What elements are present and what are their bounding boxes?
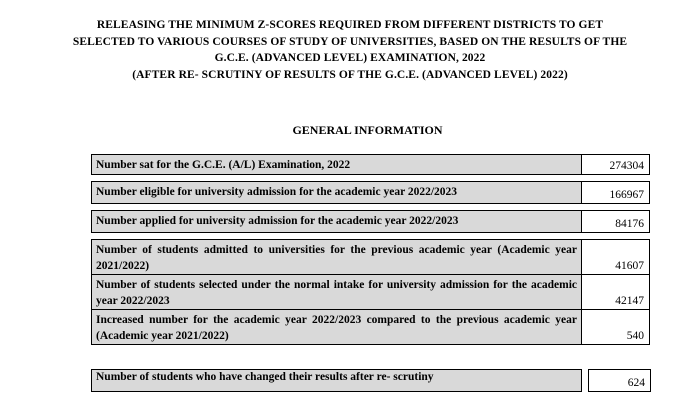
row-label: Number applied for university admission for the academic year 2022/2023: [92, 211, 582, 233]
row-label: Number of students admitted to universities for the previous academic year (Academic year 2021/2022): [92, 240, 582, 275]
rescrutiny-value: 624: [589, 370, 651, 392]
row-value: 42147: [582, 275, 650, 310]
general-information-table: [91, 154, 650, 345]
table-row: [92, 240, 650, 275]
row-value: 166967: [582, 182, 650, 204]
heading-line-3: G.C.E. (ADVANCED LEVEL) EXAMINATION, 2022: [214, 52, 486, 64]
table-row: [92, 310, 650, 345]
section-title: GENERAL INFORMATION: [292, 123, 443, 137]
table-row: [92, 211, 650, 233]
row-label: Increased number for the academic year 2022/2023 compared to the previous academic year (Academic year 2021/2022): [92, 310, 582, 345]
rescrutiny-table: [91, 369, 651, 392]
table-row: [92, 370, 651, 392]
row-label: Number of students selected under the normal intake for university admission for the academic year 2022/2023: [92, 275, 582, 310]
row-label: Number eligible for university admission for the academic year 2022/2023: [92, 182, 582, 204]
row-value: 540: [582, 310, 650, 345]
table-row: [92, 155, 650, 175]
row-value: 84176: [582, 211, 650, 233]
row-value: 274304: [582, 155, 650, 175]
row-label: Number sat for the G.C.E. (A/L) Examination, 2022: [92, 155, 582, 175]
rescrutiny-label: Number of students who have changed their results after re- scrutiny: [92, 370, 582, 392]
heading-line-4: (AFTER RE- SCRUTINY OF RESULTS OF THE G.C.E. (ADVANCED LEVEL) 2022): [132, 68, 568, 81]
row-value: 41607: [582, 240, 650, 275]
table-row: [92, 275, 650, 310]
document-heading: [60, 17, 640, 83]
heading-line-1: RELEASING THE MINIMUM Z-SCORES REQUIRED FROM DIFFERENT DISTRICTS TO GET: [96, 19, 604, 31]
table-row: [92, 182, 650, 204]
heading-line-2: SELECTED TO VARIOUS COURSES OF STUDY OF UNIVERSITIES, BASED ON THE RESULTS OF THE: [72, 35, 628, 48]
